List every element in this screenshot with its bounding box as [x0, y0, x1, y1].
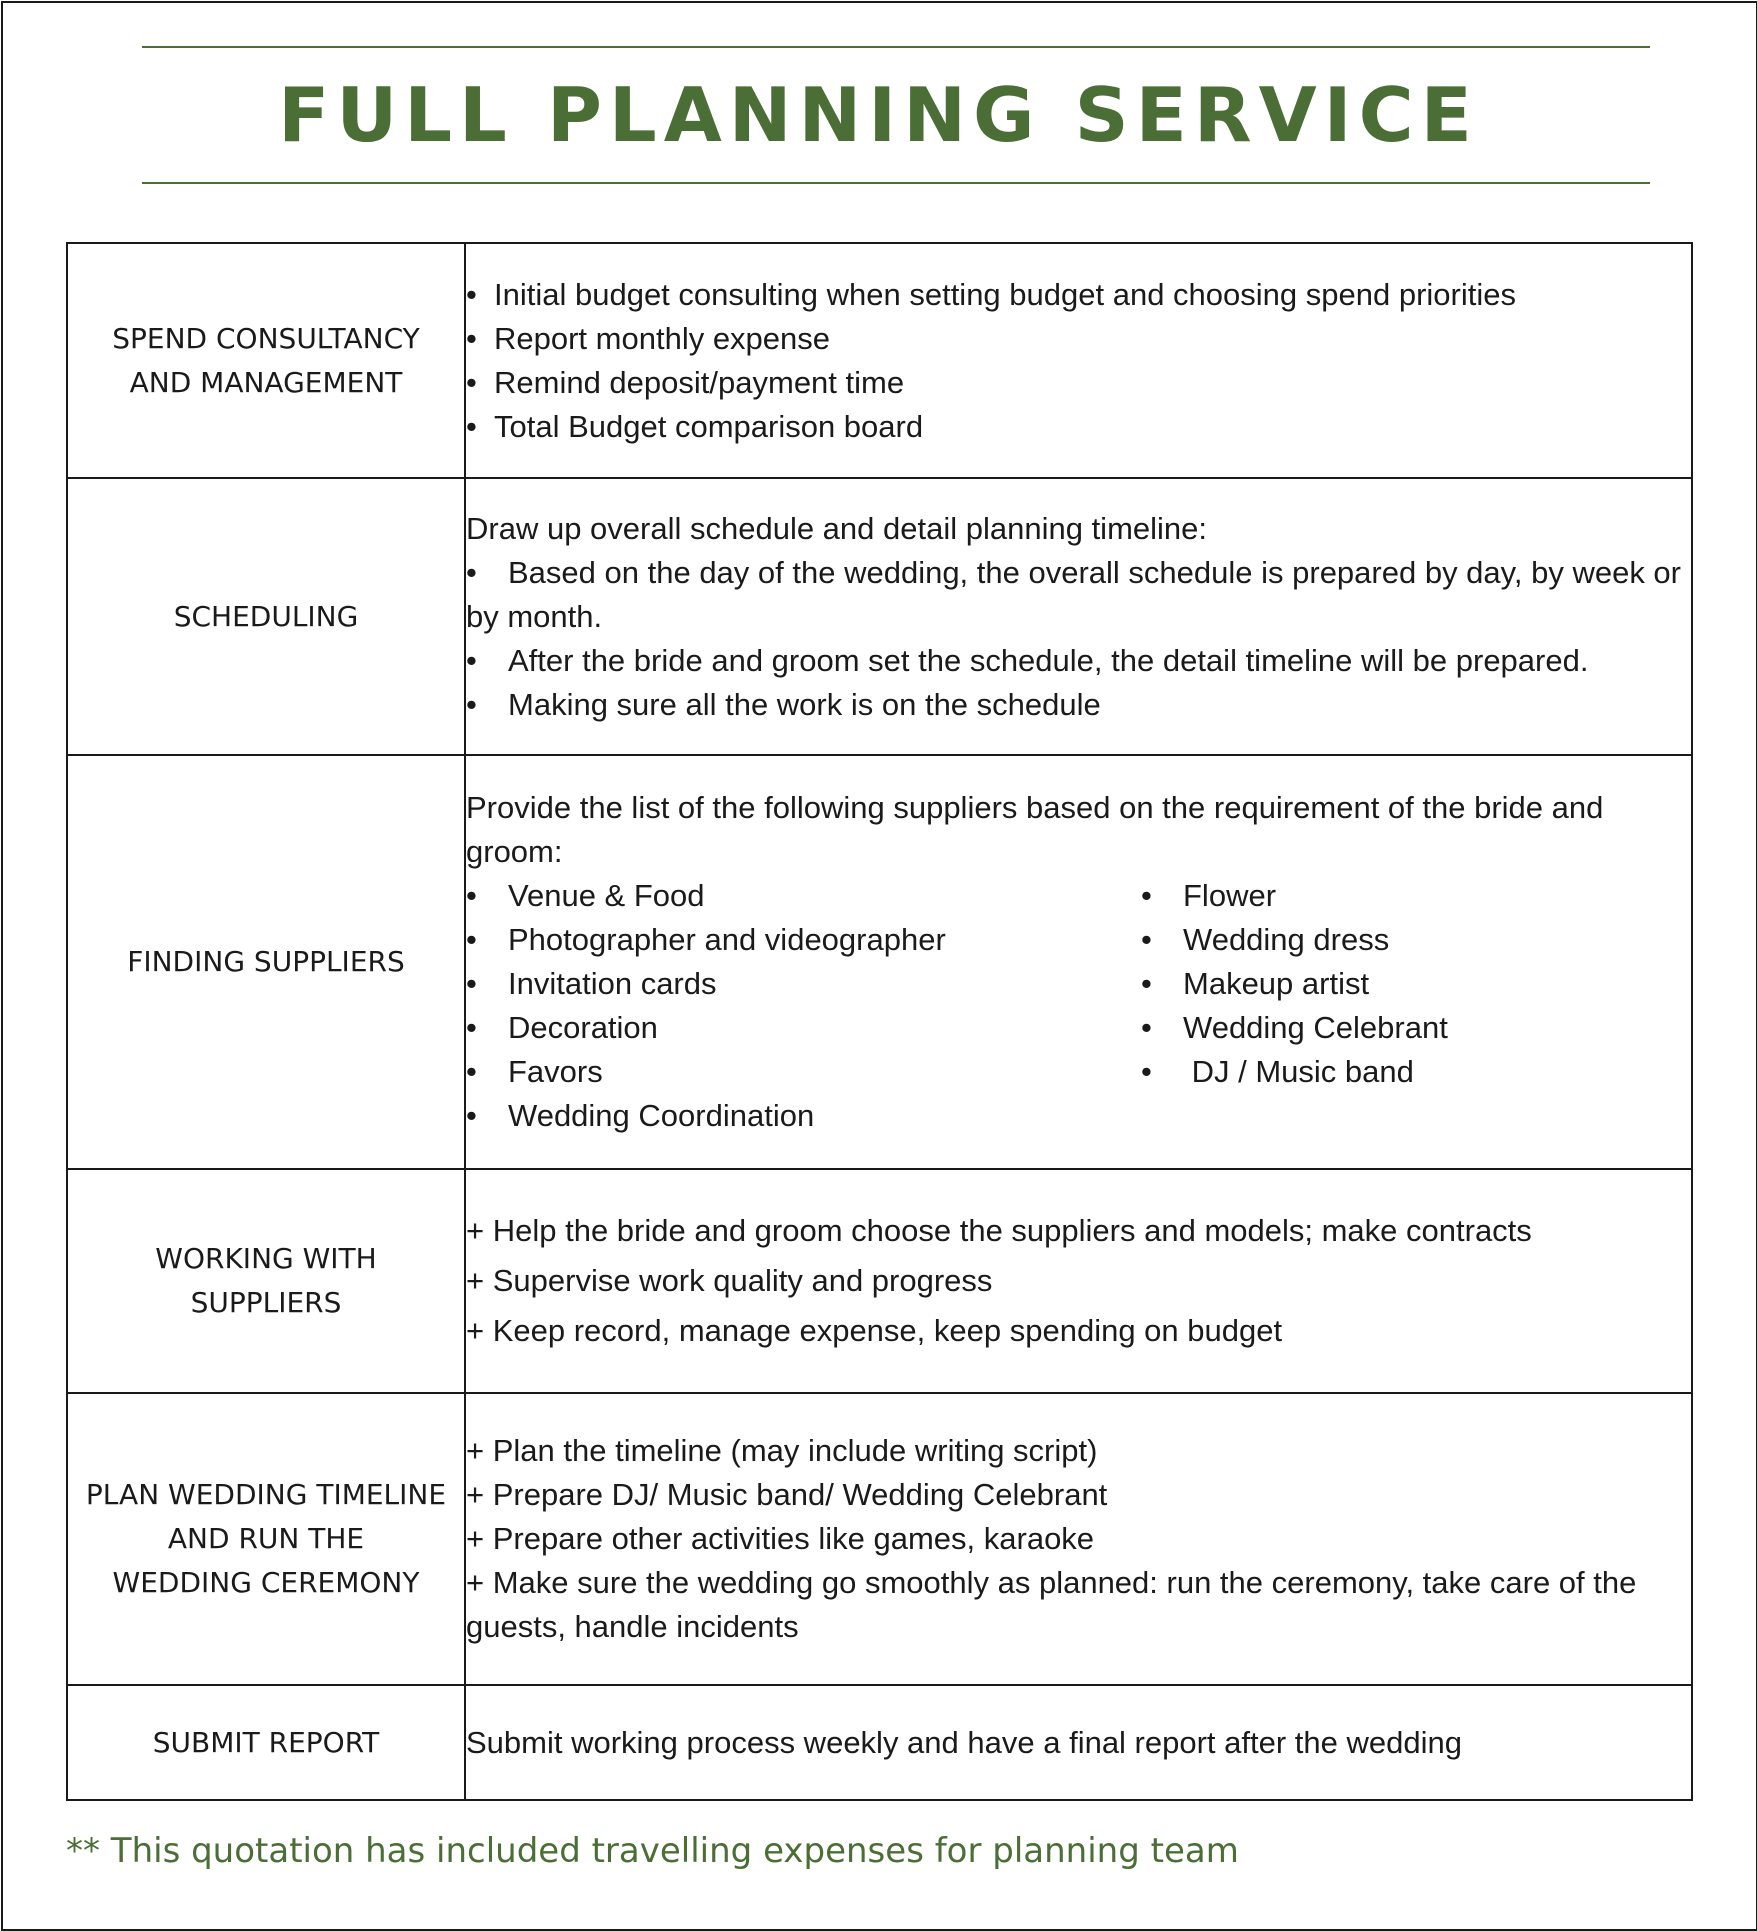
list-item: • Wedding Celebrant [1141, 1006, 1691, 1050]
row-label-line: AND MANAGEMENT [129, 365, 403, 399]
supplier-columns [466, 874, 1691, 1138]
row-label [67, 1393, 465, 1685]
row-label [67, 1685, 465, 1800]
list-item: + Help the bride and groom choose the suppliers and models; make contracts [466, 1213, 1532, 1248]
supplier-list-right [1141, 874, 1691, 1138]
bullet-icon: • [466, 1010, 477, 1045]
list-item: • Decoration [466, 1006, 1141, 1050]
row-label-line: FINDING SUPPLIERS [127, 945, 405, 978]
list-item: • After the bride and groom set the schedule, the detail timeline will be prepared. [466, 639, 1691, 683]
row-label-line: AND RUN THE [167, 1522, 365, 1555]
page-title: FULL PLANNING SERVICE [278, 71, 1479, 159]
bullet-icon: • [466, 408, 477, 444]
footnote: ** This quotation has included travelling expenses for planning team [66, 1831, 1239, 1871]
bullet-icon: • [466, 554, 477, 590]
bullet-icon: • [466, 1098, 477, 1133]
bullet-icon: • [466, 642, 477, 678]
bullet-icon: • [1141, 878, 1152, 913]
list-item: • Based on the day of the wedding, the overall schedule is prepared by day, by week or by month. [466, 551, 1691, 639]
row-content [465, 1685, 1692, 1800]
row-label [67, 755, 465, 1169]
list-item: • Making sure all the work is on the schedule [466, 683, 1691, 727]
row-intro: Draw up overall schedule and detail planning timeline: [466, 510, 1208, 546]
list-item: + Supervise work quality and progress [466, 1263, 993, 1298]
row-content [465, 478, 1692, 755]
row-content [465, 755, 1692, 1169]
list-item: + Prepare DJ/ Music band/ Wedding Celebrant [466, 1477, 1108, 1512]
row-label-line: SCHEDULING [173, 599, 359, 633]
table-row [67, 1169, 1692, 1393]
table-row [67, 478, 1692, 755]
list-item: • Total Budget comparison board [466, 405, 1691, 449]
row-label-line: SPEND CONSULTANCY [112, 321, 420, 355]
bullet-icon: • [466, 878, 477, 913]
row-content [465, 1169, 1692, 1393]
title-rule-bottom [142, 182, 1650, 184]
list-item: + Keep record, manage expense, keep spending on budget [466, 1313, 1283, 1348]
bullet-list [466, 551, 1691, 727]
bullet-icon: • [1141, 1010, 1152, 1045]
row-intro: Provide the list of the following suppliers based on the requirement of the bride and groom: [466, 790, 1604, 869]
list-item: • Favors [466, 1050, 1141, 1094]
list-item: • Venue & Food [466, 874, 1141, 918]
list-item: • Report monthly expense [466, 317, 1691, 361]
list-item: + Prepare other activities like games, karaoke [466, 1521, 1095, 1556]
row-text: Submit working process weekly and have a final report after the wedding [466, 1724, 1462, 1760]
list-item: • Wedding dress [1141, 918, 1691, 962]
service-table [66, 242, 1693, 1801]
title-rule-top [142, 46, 1650, 48]
row-content [465, 1393, 1692, 1685]
row-label-line: SUBMIT REPORT [152, 1725, 380, 1759]
plus-list [466, 1209, 1691, 1353]
bullet-icon: • [466, 922, 477, 957]
list-item: + Make sure the wedding go smoothly as planned: run the ceremony, take care of the guests, handle incidents [466, 1565, 1637, 1644]
row-label-line: WORKING WITH [155, 1242, 377, 1275]
list-item: • Invitation cards [466, 962, 1141, 1006]
plus-list [466, 1429, 1691, 1649]
list-item: • DJ / Music band [1141, 1050, 1691, 1094]
bullet-icon: • [1141, 966, 1152, 1001]
table-row [67, 243, 1692, 478]
row-label [67, 1169, 465, 1393]
bullet-icon: • [1141, 922, 1152, 957]
row-label [67, 478, 465, 755]
row-label-line: SUPPLIERS [190, 1286, 342, 1319]
list-item: • Initial budget consulting when setting budget and choosing spend priorities [466, 273, 1691, 317]
row-label [67, 243, 465, 478]
row-label-line: PLAN WEDDING TIMELINE [85, 1478, 447, 1511]
list-item: • Photographer and videographer [466, 918, 1141, 962]
bullet-icon: • [466, 364, 477, 400]
table-row [67, 755, 1692, 1169]
supplier-list-left [466, 874, 1141, 1138]
list-item: • Wedding Coordination [466, 1094, 1141, 1138]
bullet-icon: • [466, 966, 477, 1001]
list-item: • Remind deposit/payment time [466, 361, 1691, 405]
bullet-icon: • [1141, 1054, 1152, 1089]
list-item: + Plan the timeline (may include writing script) [466, 1433, 1098, 1468]
row-content [465, 243, 1692, 478]
list-item: • Makeup artist [1141, 962, 1691, 1006]
bullet-icon: • [466, 276, 477, 312]
row-label-line: WEDDING CEREMONY [112, 1566, 420, 1599]
bullet-icon: • [466, 686, 477, 722]
bullet-list [466, 273, 1691, 449]
bullet-icon: • [466, 320, 477, 356]
table-row [67, 1393, 1692, 1685]
bullet-icon: • [466, 1054, 477, 1089]
list-item: • Flower [1141, 874, 1691, 918]
table-row [67, 1685, 1692, 1800]
